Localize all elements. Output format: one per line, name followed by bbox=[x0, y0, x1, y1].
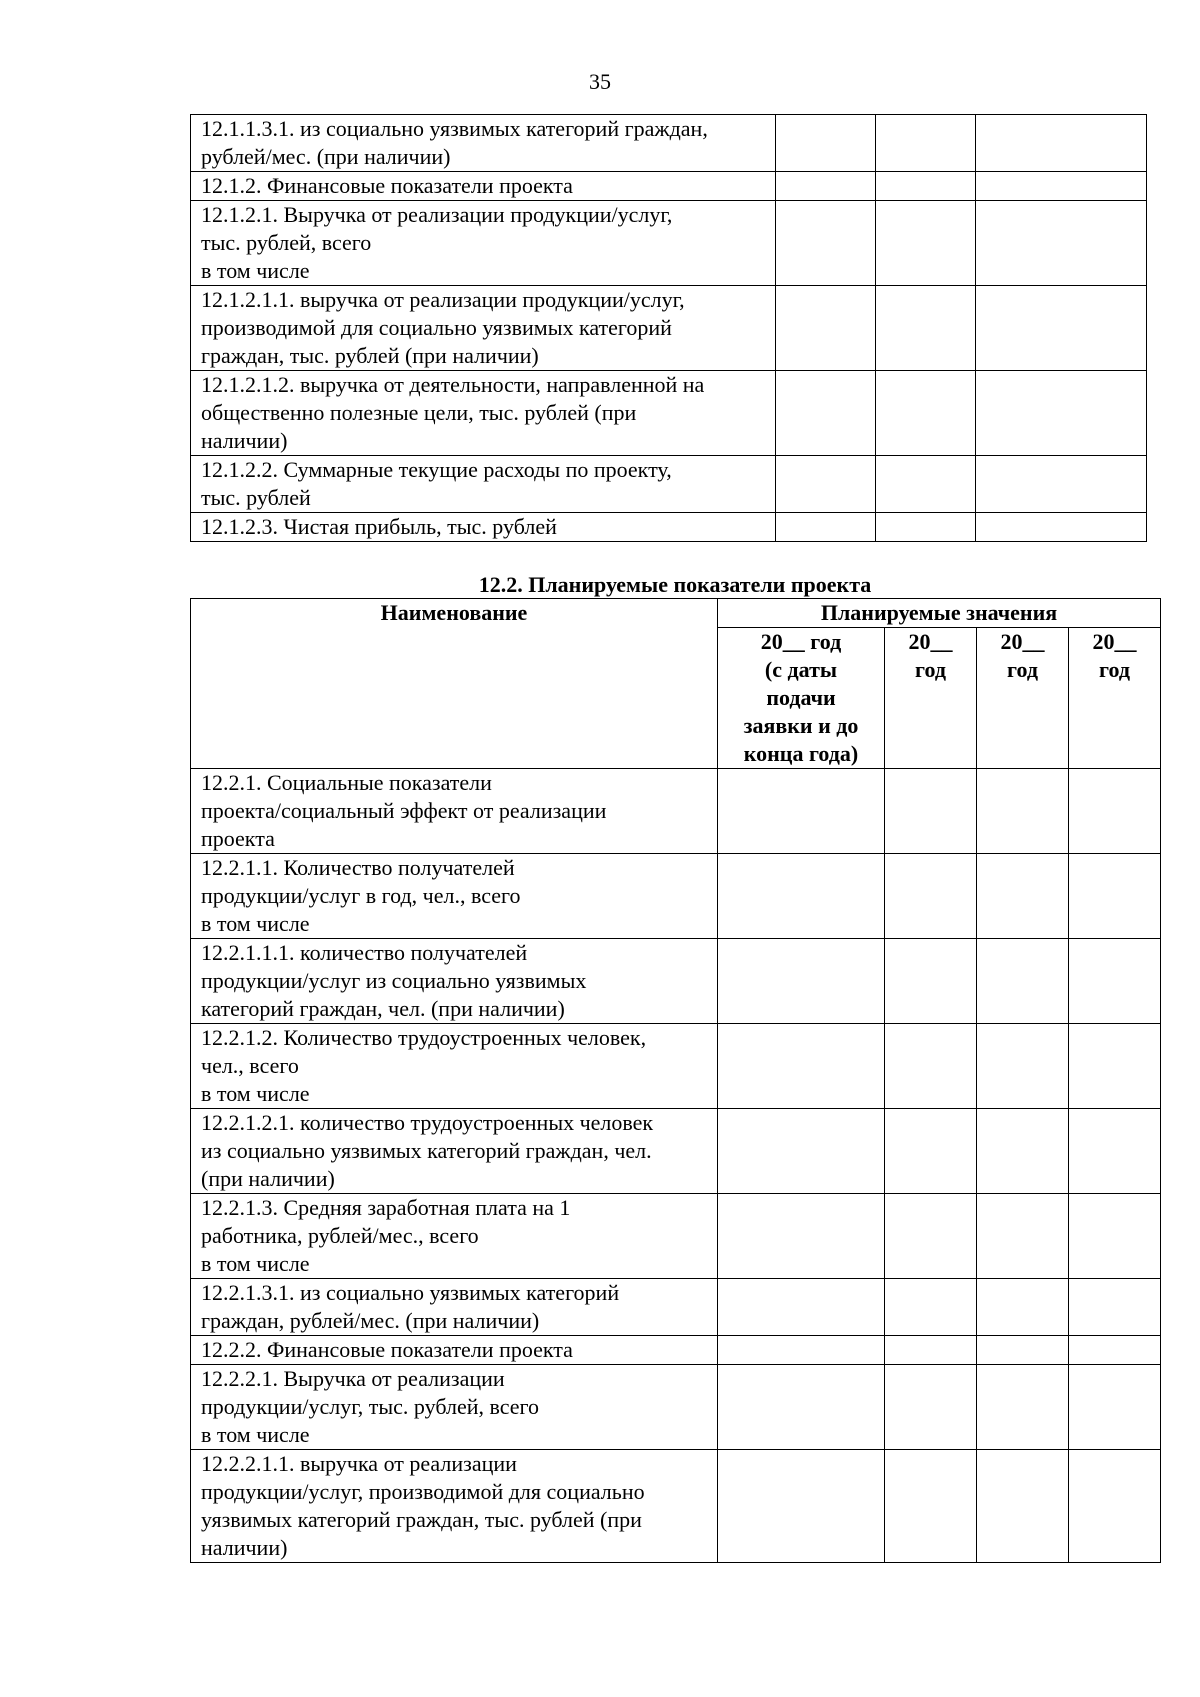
value-cell[interactable] bbox=[1069, 854, 1161, 939]
value-cell[interactable] bbox=[718, 1194, 885, 1279]
indicator-name-cell: 12.2.2.1.1. выручка от реализации продукции/услуг, производимой для социально уязвимых категорий граждан, тыс. рублей (при наличии) bbox=[191, 1450, 718, 1563]
value-cell[interactable] bbox=[1069, 939, 1161, 1024]
indicator-name-cell: 12.1.2.2. Суммарные текущие расходы по проекту, тыс. рублей bbox=[191, 456, 776, 513]
table-row bbox=[191, 1365, 1161, 1450]
value-cell[interactable] bbox=[977, 1024, 1069, 1109]
table-row bbox=[191, 513, 1147, 542]
value-cell[interactable] bbox=[977, 1194, 1069, 1279]
value-cell[interactable] bbox=[977, 939, 1069, 1024]
header-name: Наименование bbox=[191, 599, 718, 769]
table-row bbox=[191, 172, 1147, 201]
value-cell[interactable] bbox=[976, 172, 1147, 201]
value-cell[interactable] bbox=[718, 939, 885, 1024]
value-cell[interactable] bbox=[776, 456, 876, 513]
header-year-4: 20__ год bbox=[1069, 628, 1161, 769]
indicator-name-cell: 12.1.2. Финансовые показатели проекта bbox=[191, 172, 776, 201]
table-row bbox=[191, 769, 1161, 854]
value-cell[interactable] bbox=[718, 1024, 885, 1109]
value-cell[interactable] bbox=[885, 939, 977, 1024]
value-cell[interactable] bbox=[976, 456, 1147, 513]
value-cell[interactable] bbox=[1069, 769, 1161, 854]
value-cell[interactable] bbox=[977, 1450, 1069, 1563]
value-cell[interactable] bbox=[885, 854, 977, 939]
value-cell[interactable] bbox=[1069, 1450, 1161, 1563]
table-header-row bbox=[191, 599, 1161, 628]
value-cell[interactable] bbox=[977, 1109, 1069, 1194]
header-year-2: 20__ год bbox=[885, 628, 977, 769]
value-cell[interactable] bbox=[977, 1336, 1069, 1365]
section-title: 12.2. Планируемые показатели проекта bbox=[478, 572, 872, 597]
value-cell[interactable] bbox=[776, 115, 876, 172]
indicator-name-cell: 12.2.1. Социальные показатели проекта/социальный эффект от реализации проекта bbox=[191, 769, 718, 854]
financial-indicators-table-continued bbox=[190, 114, 1147, 542]
value-cell[interactable] bbox=[876, 201, 976, 286]
table-row bbox=[191, 201, 1147, 286]
value-cell[interactable] bbox=[976, 371, 1147, 456]
indicator-name-cell: 12.1.2.1.2. выручка от деятельности, направленной на общественно полезные цели, тыс. рублей (при наличии) bbox=[191, 371, 776, 456]
header-year-1: 20__ год (с даты подачи заявки и до конца года) bbox=[718, 628, 885, 769]
value-cell[interactable] bbox=[885, 1194, 977, 1279]
value-cell[interactable] bbox=[1069, 1336, 1161, 1365]
value-cell[interactable] bbox=[876, 456, 976, 513]
value-cell[interactable] bbox=[1069, 1024, 1161, 1109]
page-number: 35 bbox=[589, 69, 611, 94]
value-cell[interactable] bbox=[776, 371, 876, 456]
value-cell[interactable] bbox=[718, 1450, 885, 1563]
value-cell[interactable] bbox=[885, 1024, 977, 1109]
value-cell[interactable] bbox=[1069, 1109, 1161, 1194]
value-cell[interactable] bbox=[885, 1336, 977, 1365]
value-cell[interactable] bbox=[977, 854, 1069, 939]
indicator-name-cell: 12.2.1.1.1. количество получателей продукции/услуг из социально уязвимых категорий граждан, чел. (при наличии) bbox=[191, 939, 718, 1024]
indicator-name-cell: 12.2.1.3. Средняя заработная плата на 1 работника, рублей/мес., всего в том числе bbox=[191, 1194, 718, 1279]
indicator-name-cell: 12.2.1.2.1. количество трудоустроенных человек из социально уязвимых категорий граждан, чел. (при наличии) bbox=[191, 1109, 718, 1194]
table-row bbox=[191, 371, 1147, 456]
value-cell[interactable] bbox=[876, 513, 976, 542]
value-cell[interactable] bbox=[876, 172, 976, 201]
planned-indicators-table bbox=[190, 598, 1161, 1563]
table-row bbox=[191, 1450, 1161, 1563]
value-cell[interactable] bbox=[718, 1279, 885, 1336]
table-row bbox=[191, 286, 1147, 371]
value-cell[interactable] bbox=[977, 1365, 1069, 1450]
indicator-name-cell: 12.2.2. Финансовые показатели проекта bbox=[191, 1336, 718, 1365]
value-cell[interactable] bbox=[885, 1109, 977, 1194]
value-cell[interactable] bbox=[776, 201, 876, 286]
header-planned-values: Планируемые значения bbox=[718, 599, 1161, 628]
value-cell[interactable] bbox=[776, 286, 876, 371]
indicator-name-cell: 12.2.1.2. Количество трудоустроенных человек, чел., всего в том числе bbox=[191, 1024, 718, 1109]
table-row bbox=[191, 1336, 1161, 1365]
value-cell[interactable] bbox=[885, 1450, 977, 1563]
indicator-name-cell: 12.1.2.1. Выручка от реализации продукции/услуг, тыс. рублей, всего в том числе bbox=[191, 201, 776, 286]
value-cell[interactable] bbox=[977, 769, 1069, 854]
table-row bbox=[191, 1279, 1161, 1336]
indicator-name-cell: 12.1.2.1.1. выручка от реализации продукции/услуг, производимой для социально уязвимых категорий граждан, тыс. рублей (при наличии) bbox=[191, 286, 776, 371]
value-cell[interactable] bbox=[876, 286, 976, 371]
value-cell[interactable] bbox=[718, 854, 885, 939]
table-row bbox=[191, 1109, 1161, 1194]
value-cell[interactable] bbox=[776, 513, 876, 542]
value-cell[interactable] bbox=[1069, 1194, 1161, 1279]
table-row bbox=[191, 115, 1147, 172]
indicator-name-cell: 12.1.1.3.1. из социально уязвимых категорий граждан, рублей/мес. (при наличии) bbox=[191, 115, 776, 172]
value-cell[interactable] bbox=[885, 1365, 977, 1450]
value-cell[interactable] bbox=[885, 769, 977, 854]
table-row bbox=[191, 1194, 1161, 1279]
indicator-name-cell: 12.1.2.3. Чистая прибыль, тыс. рублей bbox=[191, 513, 776, 542]
value-cell[interactable] bbox=[876, 115, 976, 172]
value-cell[interactable] bbox=[718, 769, 885, 854]
table-row bbox=[191, 456, 1147, 513]
indicator-name-cell: 12.2.2.1. Выручка от реализации продукции/услуг, тыс. рублей, всего в том числе bbox=[191, 1365, 718, 1450]
indicator-name-cell: 12.2.1.3.1. из социально уязвимых категорий граждан, рублей/мес. (при наличии) bbox=[191, 1279, 718, 1336]
value-cell[interactable] bbox=[976, 115, 1147, 172]
value-cell[interactable] bbox=[776, 172, 876, 201]
value-cell[interactable] bbox=[718, 1336, 885, 1365]
value-cell[interactable] bbox=[876, 371, 976, 456]
value-cell[interactable] bbox=[718, 1109, 885, 1194]
header-year-3: 20__ год bbox=[977, 628, 1069, 769]
value-cell[interactable] bbox=[1069, 1365, 1161, 1450]
value-cell[interactable] bbox=[977, 1279, 1069, 1336]
value-cell[interactable] bbox=[885, 1279, 977, 1336]
value-cell[interactable] bbox=[718, 1365, 885, 1450]
value-cell[interactable] bbox=[976, 513, 1147, 542]
table-row bbox=[191, 1024, 1161, 1109]
table-row bbox=[191, 854, 1161, 939]
value-cell[interactable] bbox=[976, 286, 1147, 371]
indicator-name-cell: 12.2.1.1. Количество получателей продукции/услуг в год, чел., всего в том числе bbox=[191, 854, 718, 939]
value-cell[interactable] bbox=[976, 201, 1147, 286]
table-row bbox=[191, 939, 1161, 1024]
value-cell[interactable] bbox=[1069, 1279, 1161, 1336]
